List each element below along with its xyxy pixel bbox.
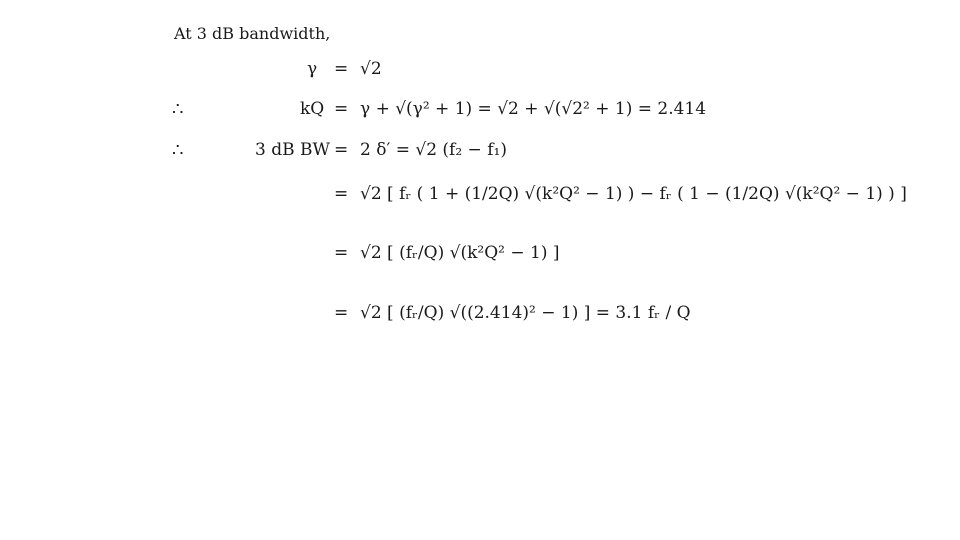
rhs-result: √2 [ (fᵣ/Q) √((2.414)² − 1) ] = 3.1 fᵣ / Q bbox=[360, 303, 691, 323]
rhs-bandwidth: 2 δ′ = √2 (f₂ − f₁) bbox=[360, 140, 507, 160]
lhs-gamma: γ bbox=[307, 59, 318, 79]
therefore-symbol: ∴ bbox=[172, 99, 184, 120]
lhs-bandwidth: 3 dB BW bbox=[255, 140, 330, 160]
equals-sign: = bbox=[334, 59, 349, 79]
rhs-simplified: √2 [ (fᵣ/Q) √(k²Q² − 1) ] bbox=[360, 243, 560, 263]
therefore-symbol: ∴ bbox=[172, 140, 184, 161]
lhs-kq: kQ bbox=[300, 99, 325, 119]
equals-sign: = bbox=[334, 184, 349, 204]
equals-sign: = bbox=[334, 140, 349, 160]
heading: At 3 dB bandwidth, bbox=[174, 24, 331, 43]
rhs-gamma: √2 bbox=[360, 59, 382, 79]
equals-sign: = bbox=[334, 99, 349, 119]
rhs-expansion: √2 [ fᵣ ( 1 + (1/2Q) √(k²Q² − 1) ) − fᵣ ( 1 − (1/2Q) √(k²Q² − 1) ) ] bbox=[360, 184, 907, 204]
equals-sign: = bbox=[334, 303, 349, 323]
equals-sign: = bbox=[334, 243, 349, 263]
rhs-kq: γ + √(γ² + 1) = √2 + √(√2² + 1) = 2.414 bbox=[360, 99, 707, 119]
